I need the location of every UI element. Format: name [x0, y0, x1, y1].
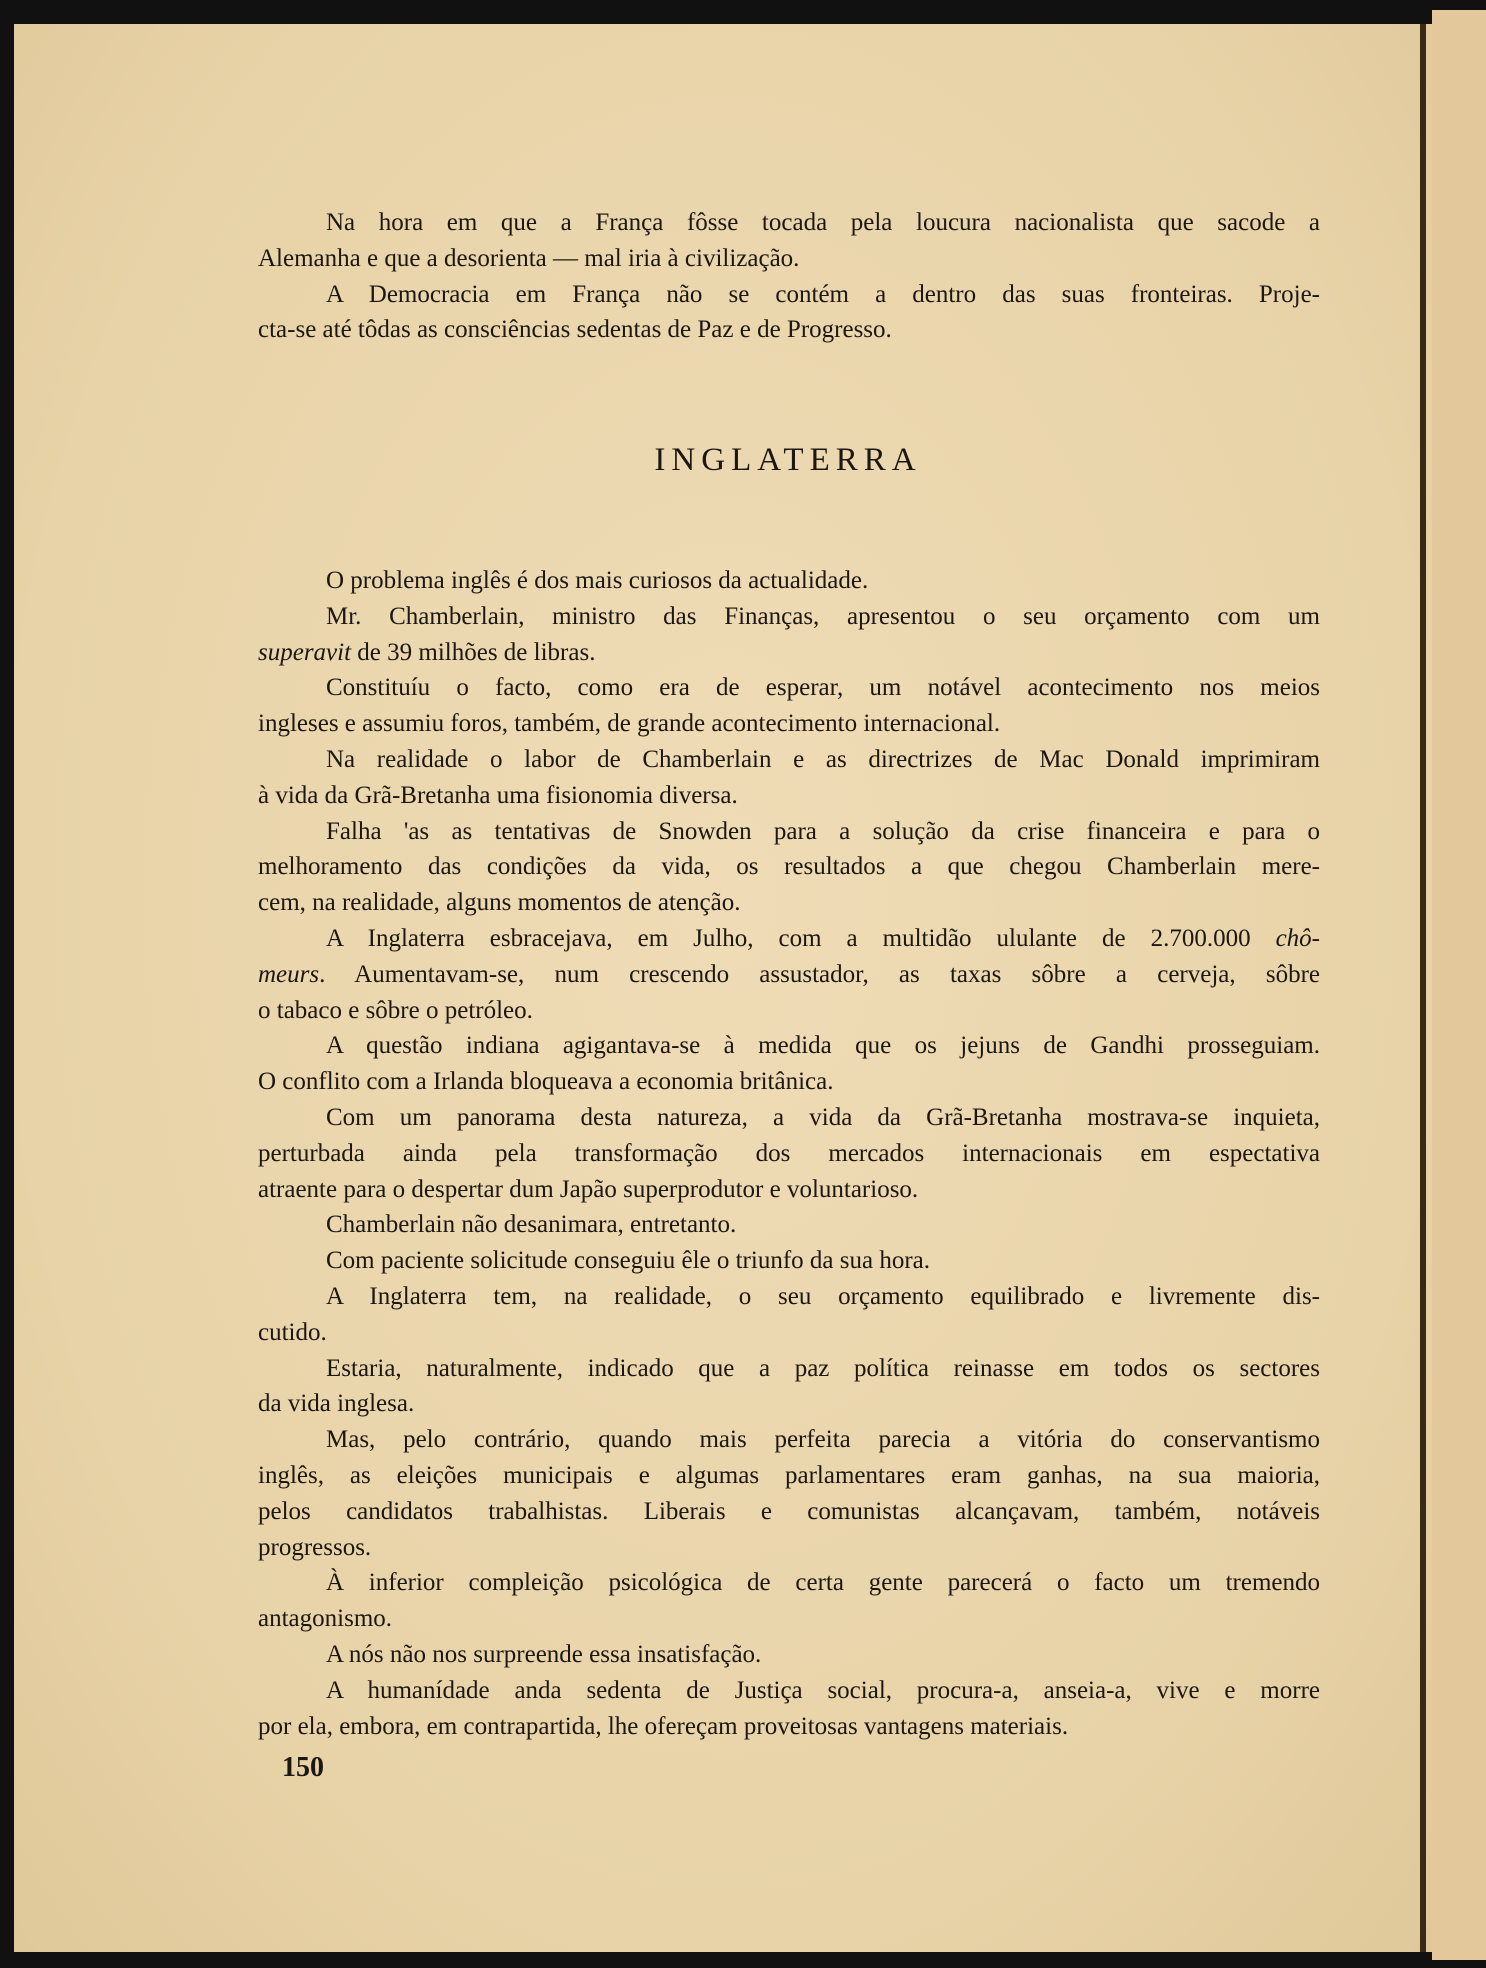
text-line: cutido.: [258, 1318, 327, 1346]
text-segment: . Aumentavam-se, num crescendo assustador, as taxas sôbre a cerveja, sôbre: [319, 960, 1320, 988]
text-line: Mas, pelo contrário, quando mais perfeita parecia a vitória do conservantismo: [326, 1426, 1320, 1454]
text-line: Na realidade o labor de Chamberlain e as directrizes de Mac Donald imprimiram: [326, 745, 1320, 773]
text-line: Falha 'as as tentativas de Snowden para a solução da crise financeira e para o: [326, 817, 1320, 845]
text-segment: A Inglaterra esbracejava, em Julho, com a multidão ululante de 2.700.000: [326, 924, 1276, 952]
page-number: 150: [282, 1752, 324, 1783]
section-heading: INGLATERRA: [654, 442, 922, 478]
text-line: A questão indiana agigantava-se à medida que os jejuns de Gandhi prosseguiam.: [326, 1032, 1320, 1060]
paragraph: [258, 205, 1320, 277]
facing-page-edge: [1432, 10, 1486, 1960]
section-body: [258, 563, 1320, 1744]
paragraph: [258, 670, 1320, 742]
paragraph: [258, 1028, 1320, 1100]
text-line: À inferior compleição psicológica de certa gente parecerá o facto um tremendo: [326, 1569, 1320, 1597]
text-line: Estaria, naturalmente, indicado que a paz política reinasse em todos os sectores: [326, 1354, 1320, 1382]
paragraph: [258, 599, 1320, 671]
paragraph: [258, 1207, 1320, 1243]
text-line: Alemanha e que a desorienta — mal iria à civilização.: [258, 244, 800, 272]
text-segment: de 39 milhões de libras.: [351, 638, 596, 666]
text-line: Chamberlain não desanimara, entretanto.: [326, 1211, 737, 1239]
text-line: antagonismo.: [258, 1605, 393, 1633]
text-line: cem, na realidade, alguns momentos de atenção.: [258, 889, 741, 917]
paragraph: [258, 563, 1320, 599]
text-line: A Democracia em França não se contém a dentro das suas fronteiras. Proje-: [326, 280, 1320, 308]
intro-text: [258, 205, 1320, 348]
text-line: perturbada ainda pela transformação dos mercados internacionais em espectativa: [258, 1139, 1320, 1167]
paragraph: [258, 1422, 1320, 1565]
text-line: Mr. Chamberlain, ministro das Finanças, apresentou o seu orçamento com um: [326, 602, 1320, 630]
paragraph: [258, 1100, 1320, 1207]
text-line: [258, 921, 1320, 957]
text-line: A humanídade anda sedenta de Justiça social, procura-a, anseia-a, vive e morre: [326, 1676, 1320, 1704]
text-line: A Inglaterra tem, na realidade, o seu orçamento equilibrado e livremente dis-: [326, 1282, 1320, 1310]
text-line: Constituíu o facto, como era de esperar, um notável acontecimento nos meios: [326, 674, 1320, 702]
paragraph: [258, 742, 1320, 814]
text-line: melhoramento das condições da vida, os resultados a que chegou Chamberlain mere-: [258, 853, 1320, 881]
paragraph: [258, 277, 1320, 349]
text-line: progressos.: [258, 1533, 372, 1561]
text-line: da vida inglesa.: [258, 1390, 415, 1418]
text-line: à vida da Grã-Bretanha uma fisionomia diversa.: [258, 781, 738, 809]
text-line: O conflito com a Irlanda bloqueava a economia britânica.: [258, 1068, 834, 1096]
paragraph: [258, 1637, 1320, 1673]
paragraph: [258, 921, 1320, 1028]
paragraph: [258, 1673, 1320, 1745]
text-line: inglês, as eleições municipais e algumas parlamentares eram ganhas, na sua maioria,: [258, 1461, 1320, 1489]
book-spine: [1420, 24, 1426, 1952]
paragraph: [258, 1279, 1320, 1351]
paragraph: [258, 1243, 1320, 1279]
text-line: [258, 635, 1320, 671]
text-line: cta-se até tôdas as consciências sedentas de Paz e de Progresso.: [258, 316, 892, 344]
text-line: Com um panorama desta natureza, a vida da Grã-Bretanha mostrava-se inquieta,: [326, 1103, 1320, 1131]
text-line: por ela, embora, em contrapartida, lhe ofereçam proveitosas vantagens materiais.: [258, 1712, 1069, 1740]
text-line: [258, 957, 1320, 993]
italic-text: meurs: [258, 960, 320, 988]
text-line: O problema inglês é dos mais curiosos da actualidade.: [326, 567, 869, 594]
paragraph: [258, 1565, 1320, 1637]
text-line: Com paciente solicitude conseguiu êle o triunfo da sua hora.: [326, 1247, 930, 1275]
text-line: atraente para o despertar dum Japão superprodutor e voluntarioso.: [258, 1175, 919, 1203]
text-line: ingleses e assumiu foros, também, de grande acontecimento internacional.: [258, 710, 1001, 738]
paragraph: [258, 1351, 1320, 1423]
text-line: pelos candidatos trabalhistas. Liberais e comunistas alcançavam, também, notáveis: [258, 1497, 1320, 1525]
text-line: o tabaco e sôbre o petróleo.: [258, 996, 533, 1024]
text-line: A nós não nos surpreende essa insatisfação.: [326, 1640, 762, 1668]
italic-text: chô-: [1275, 924, 1320, 952]
italic-text: superavit: [258, 638, 352, 666]
text-line: Na hora em que a França fôsse tocada pela loucura nacionalista que sacode a: [326, 209, 1320, 236]
paragraph: [258, 814, 1320, 921]
